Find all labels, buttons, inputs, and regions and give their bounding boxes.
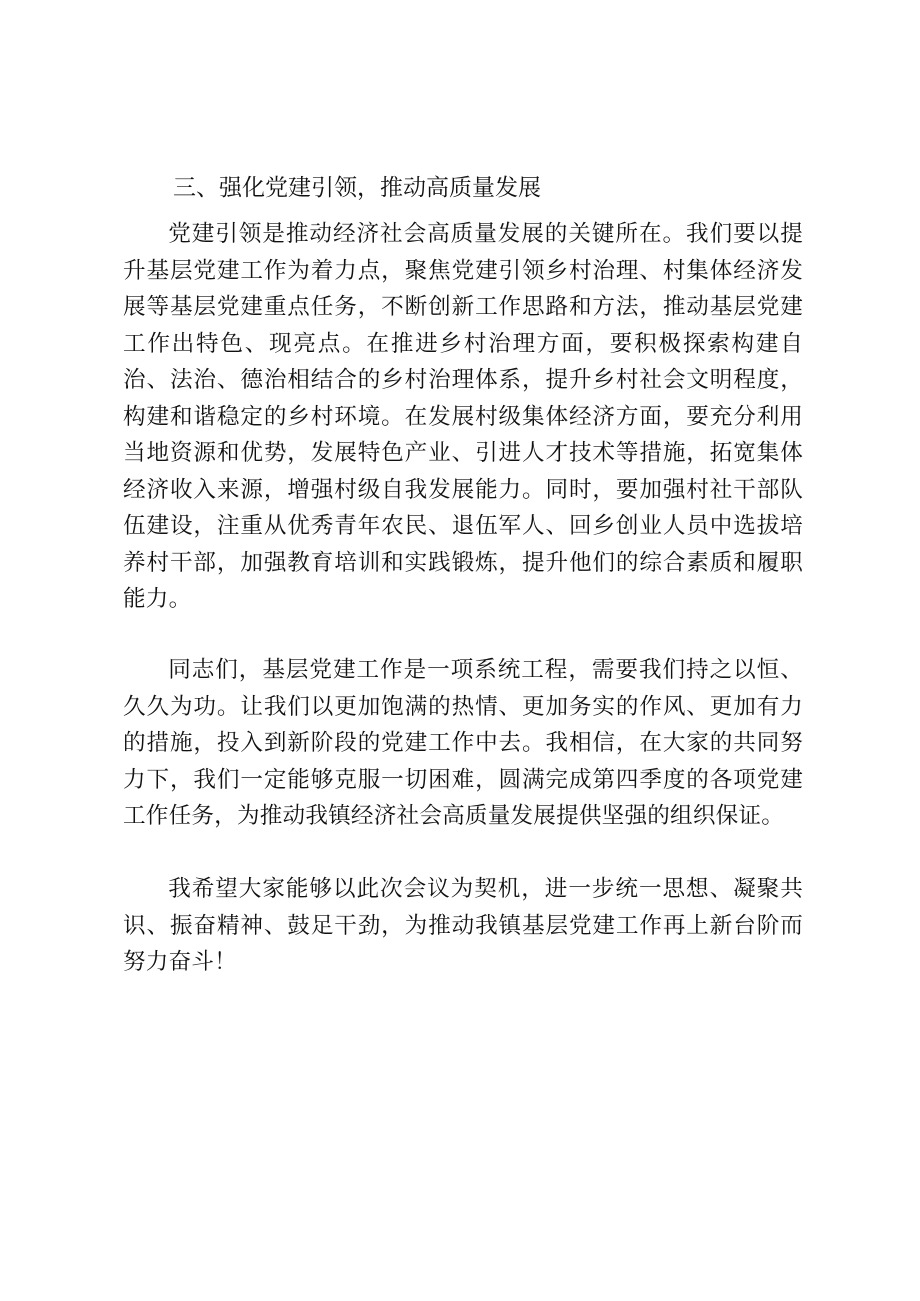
paragraph-party-leadership: 党建引领是推动经济社会高质量发展的关键所在。我们要以提升基层党建工作为着力点，聚焦党建引领乡村治理、村集体经济发展等基层党建重点任务，不断创新工作思路和方法，推动基层党建工作出特色、现亮点。在推进乡村治理方面，要积极探索构建自治、法治、德治相结合的乡村治理体系，提升乡村社会文明程度，构建和谐稳定的乡村环境。在发展村级集体经济方面，要充分利用当地资源和优势，发展特色产业、引进人才技术等措施，拓宽集体经济收入来源，增强村级自我发展能力。同时，要加强村社干部队伍建设，注重从优秀青年农民、退伍军人、回乡创业人员中选拔培养村干部，加强教育培训和实践锻炼，提升他们的综合素质和履职能力。 <box>123 221 803 612</box>
section-heading: 三、强化党建引领，推动高质量发展 <box>173 175 541 201</box>
paragraph-comrades: 同志们，基层党建工作是一项系统工程，需要我们持之以恒、久久为功。让我们以更加饱满的热情、更加务实的作风、更加有力的措施，投入到新阶段的党建工作中去。我相信，在大家的共同努力下，我们一定能够克服一切困难，圆满完成第四季度的各项党建工作任务，为推动我镇经济社会高质量发展提供坚强的组织保证。 <box>123 657 803 829</box>
paragraph-closing: 我希望大家能够以此次会议为契机，进一步统一思想、凝聚共识、振奋精神、鼓足干劲，为推动我镇基层党建工作再上新台阶而努力奋斗！ <box>123 876 803 975</box>
